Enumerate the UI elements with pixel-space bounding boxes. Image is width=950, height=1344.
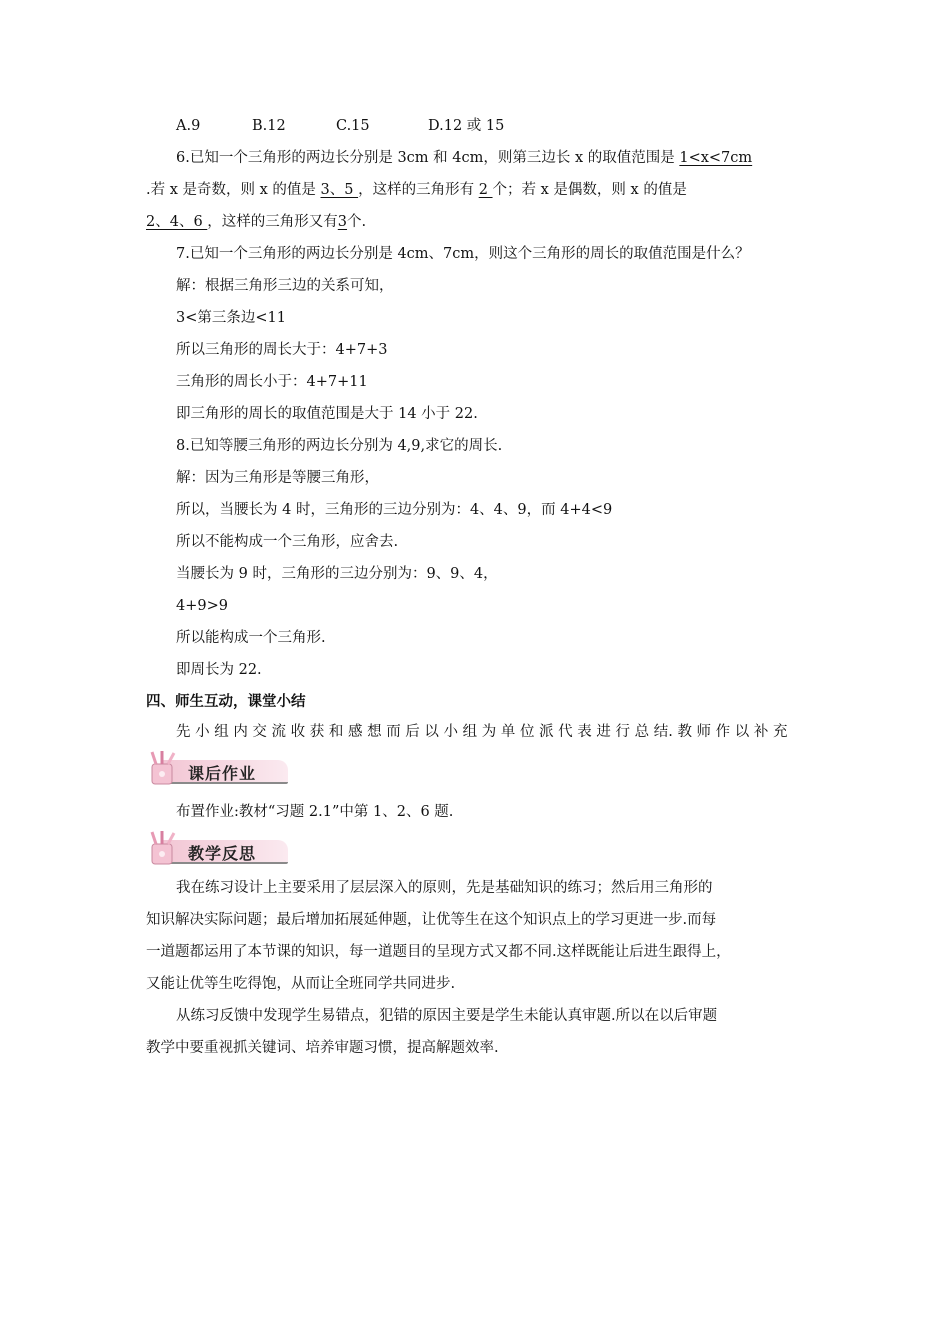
reflection-line: 教学中要重视抓关键词、培养审题习惯，提高解题效率. <box>146 1040 499 1056</box>
option-a: A.9 <box>176 118 201 134</box>
q6-answer-range: 1<x<7cm <box>679 150 753 166</box>
option-d: D.12 或 15 <box>428 118 505 134</box>
pencil-cup-icon <box>144 830 184 866</box>
reflection-banner <box>144 830 290 864</box>
q8-solution-line: 所以不能构成一个三角形，应舍去. <box>176 534 399 550</box>
q7-solution-line: 解：根据三角形三边的关系可知， <box>176 278 394 294</box>
reflection-line: 又能让优等生吃得饱，从而让全班同学共同进步. <box>146 976 456 992</box>
q8-solution-line: 当腰长为 9 时，三角形的三边分别为：9、9、4， <box>176 566 498 582</box>
option-c: C.15 <box>336 118 370 134</box>
q8-question: 8.已知等腰三角形的两边长分别为 4,9,求它的周长. <box>176 438 503 454</box>
pencil-cup-icon <box>144 750 184 786</box>
section-heading: 四、师生互动，课堂小结 <box>146 694 306 710</box>
homework-text: 布置作业:教材“习题 2.1”中第 1、2、6 题. <box>176 804 454 820</box>
q8-solution-line: 所以，当腰长为 4 时，三角形的三边分别为：4、4、9，而 4+4<9 <box>176 502 613 518</box>
q6-line-2: .若 x 是奇数，则 x 的值是 3、5 ，这样的三角形有 2 个；若 x 是偶数，则 x 的值是 <box>146 182 687 198</box>
reflection-line: 一道题都运用了本节课的知识，每一道题目的呈现方式又都不同.这样既能让后进生跟得上， <box>146 944 731 960</box>
q8-solution-line: 所以能构成一个三角形. <box>176 630 326 646</box>
option-b: B.12 <box>252 118 286 134</box>
q7-solution-line: 所以三角形的周长大于：4+7+3 <box>176 342 388 358</box>
homework-banner-title: 课后作业 <box>188 764 257 783</box>
answer-options <box>176 116 504 136</box>
q6-line-1: 6.已知一个三角形的两边长分别是 3cm 和 4cm，则第三边长 x 的取值范围是 1<x<7cm <box>176 150 753 166</box>
q6-answer-odd: 3、5 <box>320 182 359 198</box>
reflection-line: 我在练习设计上主要采用了层层深入的原则，先是基础知识的练习；然后用三角形的 <box>176 880 713 896</box>
reflection-line: 从练习反馈中发现学生易错点，犯错的原因主要是学生未能认真审题.所以在以后审题 <box>176 1008 718 1024</box>
q7-solution-line: 三角形的周长小于：4+7+11 <box>176 374 368 390</box>
q7-question: 7.已知一个三角形的两边长分别是 4cm、7cm，则这个三角形的周长的取值范围是什么？ <box>176 246 750 262</box>
q7-solution-line: 即三角形的周长的取值范围是大于 14 小于 22. <box>176 406 478 422</box>
q6-answer-even: 2、4、6 <box>146 214 208 230</box>
q6-answer-odd-count: 2 <box>478 182 493 198</box>
q8-solution-line: 即周长为 22. <box>176 662 262 678</box>
reflection-banner-title: 教学反思 <box>188 844 257 863</box>
q8-solution-line: 4+9>9 <box>176 598 228 614</box>
q6-answer-even-count: 3 <box>337 214 348 230</box>
q8-solution-line: 解：因为三角形是等腰三角形， <box>176 470 379 486</box>
q7-solution-line: 3<第三条边<11 <box>176 310 286 326</box>
homework-banner <box>144 750 290 784</box>
q6-line-3: 2、4、6 ，这样的三角形又有3个. <box>146 214 367 230</box>
reflection-line: 知识解决实际问题；最后增加拓展延伸题，让优等生在这个知识点上的学习更进一步.而每 <box>146 912 717 928</box>
summary-text: 先 小 组 内 交 流 收 获 和 感 想 而 后 以 小 组 为 单 位 派 代 表 进 行 总 结. 教 师 作 以 补 充 <box>176 724 788 740</box>
